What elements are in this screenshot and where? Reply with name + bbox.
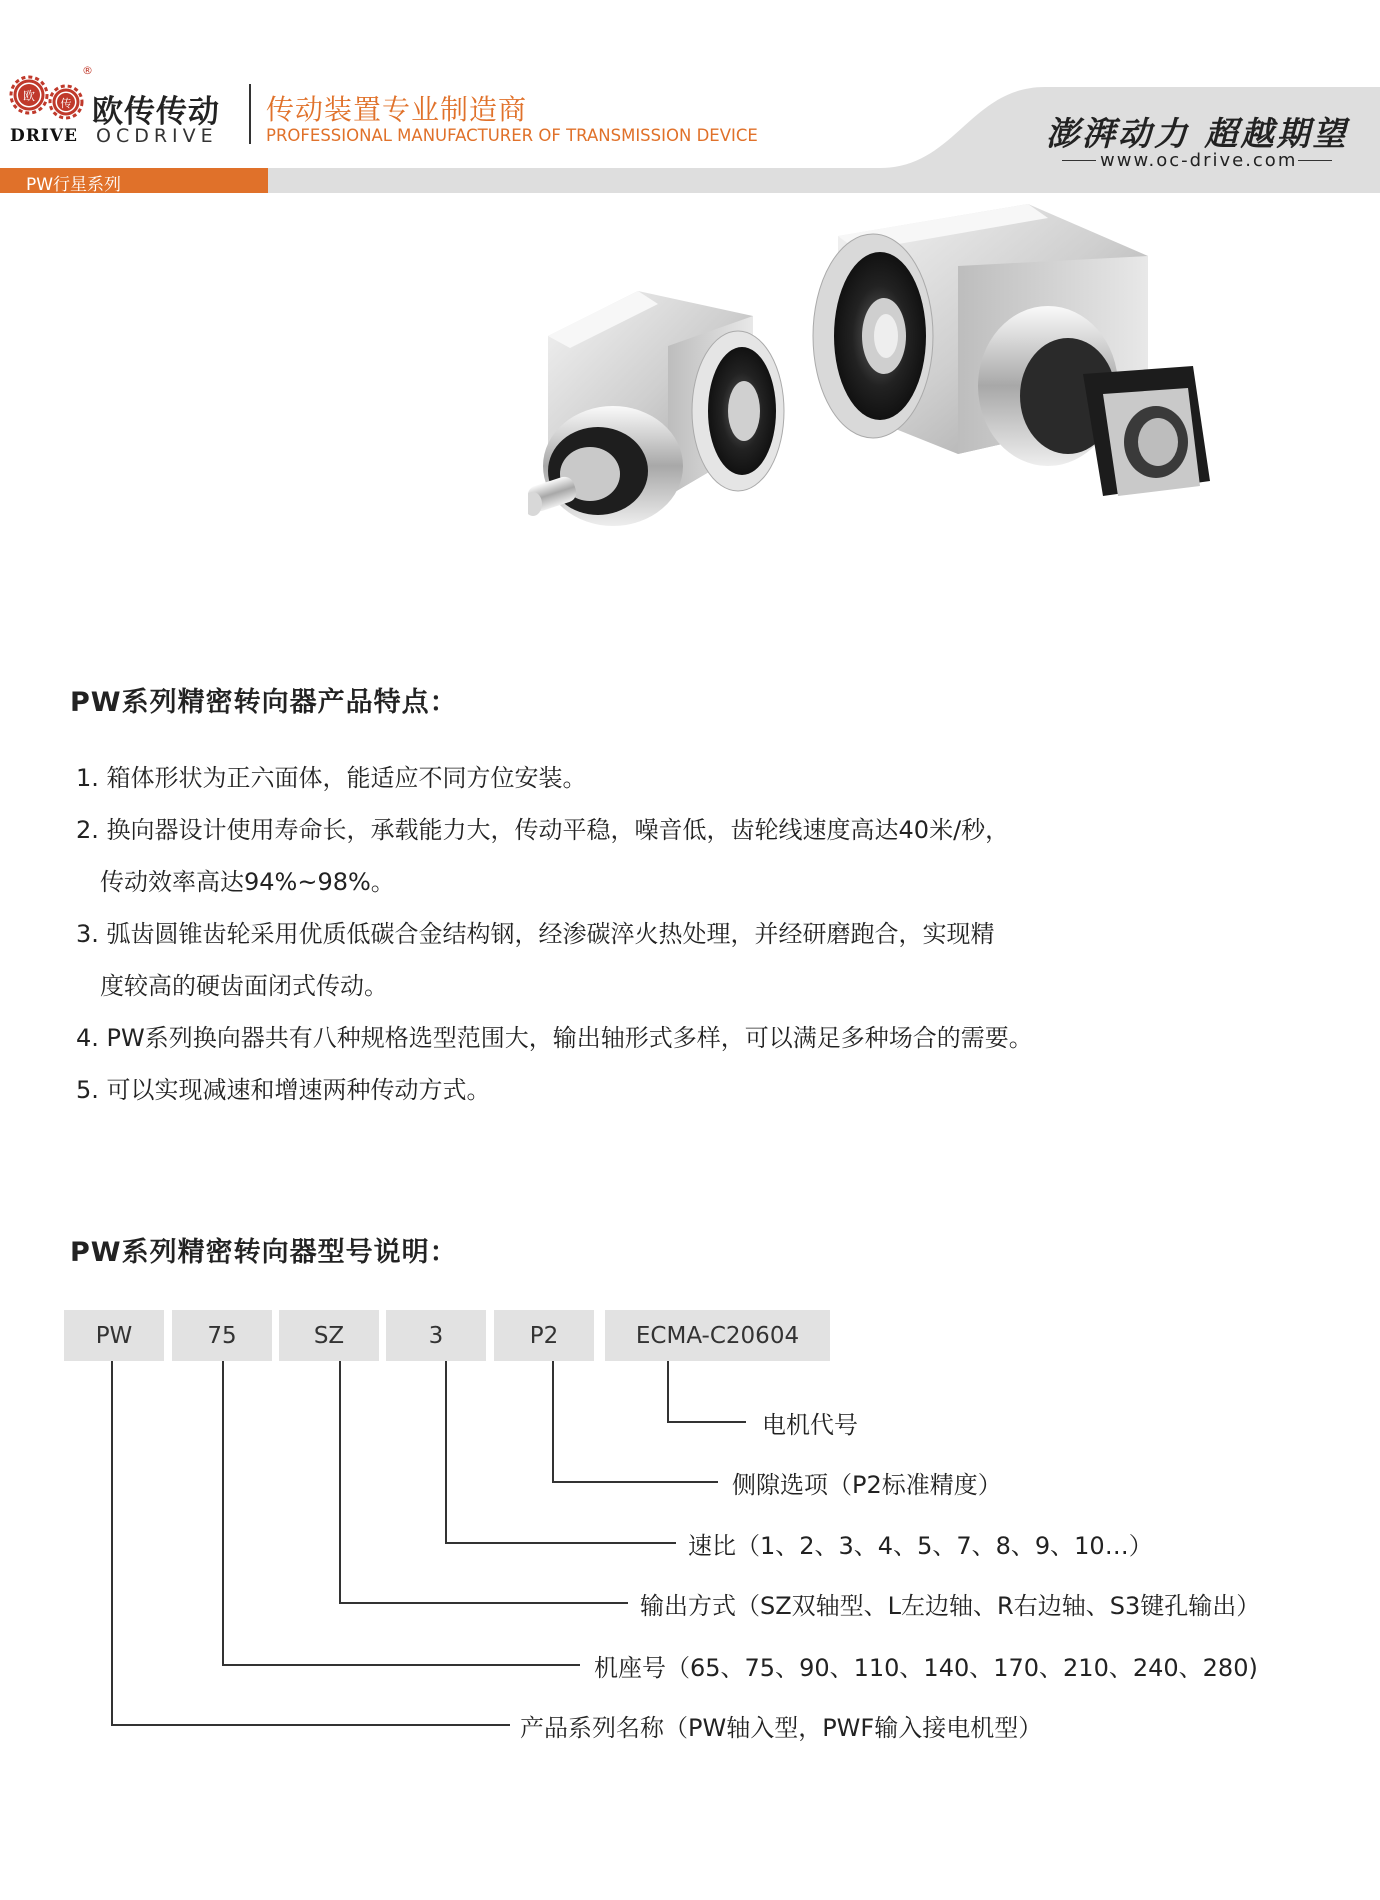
model-title: PW系列精密转向器型号说明： <box>70 1237 458 1268</box>
slogan: 澎湃动力 超越期望 <box>1046 114 1349 153</box>
tagline-en: PROFESSIONAL MANUFACTURER OF TRANSMISSION DEVICE <box>266 126 758 145</box>
desc-motor-code: 电机代号 <box>762 1411 858 1439</box>
feature-item: 4. PW系列换向器共有八种规格选型范围大，输出轴形式多样，可以满足多种场合的需要。 <box>76 1024 1033 1052</box>
connector-motor-code <box>668 1361 746 1422</box>
feature-item-continued: 度较高的硬齿面闭式传动。 <box>100 972 388 1000</box>
code-box-motor: ECMA-C20604 <box>605 1310 830 1361</box>
desc-frame-size: 机座号（65、75、90、110、140、170、210、240、280) <box>594 1654 1258 1682</box>
logo-char-2: 传 <box>60 97 72 110</box>
desc-output: 输出方式（SZ双轴型、L左边轴、R右边轴、S3键孔输出） <box>640 1592 1261 1620</box>
tagline-cn: 传动装置专业制造商 <box>266 93 528 126</box>
feature-item: 2. 换向器设计使用寿命长，承载能力大，传动平稳，噪音低，齿轮线速度高达40米/秒， <box>76 816 1010 844</box>
desc-backlash: 侧隙选项（P2标准精度） <box>732 1471 1002 1499</box>
code-box-series: PW <box>64 1310 164 1361</box>
connector-ratio <box>446 1361 676 1543</box>
brand-name-en-left: DRIVE <box>10 126 78 146</box>
feature-item: 1. 箱体形状为正六面体，能适应不同方位安装。 <box>76 764 587 792</box>
brand-name-en-right: OCDRIVE <box>96 125 218 147</box>
features-title: PW系列精密转向器产品特点： <box>70 687 458 718</box>
logo-char-1: 欧 <box>22 89 36 103</box>
registered-mark: ® <box>82 64 93 77</box>
series-tab-label: PW行星系列 <box>26 175 122 195</box>
feature-item: 5. 可以实现减速和增速两种传动方式。 <box>76 1076 491 1104</box>
code-box-backlash: P2 <box>494 1310 594 1361</box>
desc-series-name: 产品系列名称（PW轴入型，PWF输入接电机型） <box>520 1714 1043 1742</box>
connector-frame-size <box>223 1361 580 1665</box>
feature-item: 3. 弧齿圆锥齿轮采用优质低碳合金结构钢，经渗碳淬火热处理，并经研磨跑合，实现精 <box>76 920 995 948</box>
desc-ratio: 速比（1、2、3、4、5、7、8、9、10…） <box>688 1532 1153 1560</box>
brand-name-cn: 欧传传动 <box>92 94 220 130</box>
website-url: www.oc-drive.com <box>1100 150 1298 171</box>
code-box-frame: 75 <box>172 1310 272 1361</box>
code-box-output: SZ <box>279 1310 379 1361</box>
feature-item-continued: 传动效率高达94%~98%。 <box>100 868 395 896</box>
code-box-ratio: 3 <box>386 1310 486 1361</box>
